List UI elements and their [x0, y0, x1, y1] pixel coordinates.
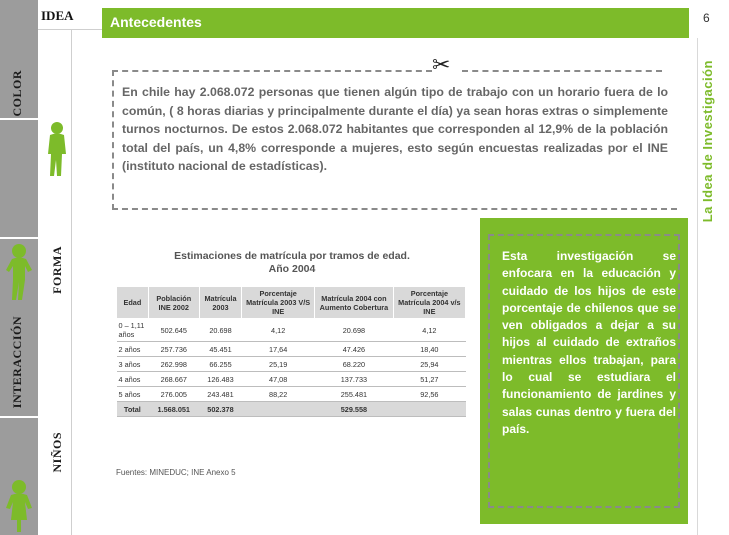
- table-cell: 255.481: [315, 387, 394, 402]
- table-total-cell: 1.568.051: [148, 402, 199, 417]
- child-silhouette-icon: [4, 478, 34, 533]
- highlight-paragraph: Esta investigación se enfocara en la educación y cuidado de los hijos de este porcentaje de chilenos que se ven obligados a dejar a su hijos al cuidado de extraños mientras ellos trabajan, para lo cual se estudiara el funcionamiento de jardines y salas cunas dentro y fuera del país.: [502, 249, 676, 436]
- table-source: Fuentes: MINEDUC; INE Anexo 5: [116, 468, 236, 477]
- intro-box-top-border: [462, 70, 662, 72]
- photo-strip-divider: [0, 118, 38, 120]
- table-title-line2: Año 2004: [268, 263, 316, 275]
- table-cell: 137.733: [315, 372, 394, 387]
- photo-strip-divider: [0, 237, 38, 239]
- table-cell: 3 años: [117, 357, 149, 372]
- table-header-row: [117, 287, 466, 319]
- table-cell: 17,64: [242, 342, 315, 357]
- table-title: [112, 250, 472, 276]
- table-cell: 2 años: [117, 342, 149, 357]
- table-header-cell: Matrícula 2003: [199, 287, 241, 319]
- table-cell: 502.645: [148, 319, 199, 342]
- enrollment-table-figure: [112, 250, 472, 490]
- table-cell: 257.736: [148, 342, 199, 357]
- table-cell: 25,19: [242, 357, 315, 372]
- child-silhouette-icon: [4, 242, 34, 302]
- table-total-cell: [242, 402, 315, 417]
- table-total-cell: Total: [117, 402, 149, 417]
- table-total-cell: 529.558: [315, 402, 394, 417]
- table-header-cell: Porcentaje Matrícula 2003 V/S INE: [242, 287, 315, 319]
- table-total-row: [117, 402, 466, 417]
- table-cell: 262.998: [148, 357, 199, 372]
- page-number: 6: [703, 11, 710, 25]
- table-cell: 20.698: [315, 319, 394, 342]
- table-cell: 4,12: [242, 319, 315, 342]
- table-cell: 18,40: [393, 342, 465, 357]
- enrollment-table: [116, 286, 466, 417]
- nav-interaccion[interactable]: INTERACCIÓN: [10, 316, 24, 409]
- table-cell: 45.451: [199, 342, 241, 357]
- table-header-cell: Matrícula 2004 con Aumento Cobertura: [315, 287, 394, 319]
- table-cell: 47,08: [242, 372, 315, 387]
- table-cell: 243.481: [199, 387, 241, 402]
- table-row: [117, 357, 466, 372]
- table-cell: 4 años: [117, 372, 149, 387]
- child-silhouette-icon: [44, 120, 70, 178]
- table-cell: 126.483: [199, 372, 241, 387]
- table-header-cell: Porcentaje Matrícula 2004 v/s INE: [393, 287, 465, 319]
- table-cell: 66.255: [199, 357, 241, 372]
- table-cell: 20.698: [199, 319, 241, 342]
- table-row: [117, 342, 466, 357]
- nav-forma[interactable]: FORMA: [50, 246, 64, 294]
- table-total-cell: 502.378: [199, 402, 241, 417]
- nav-color[interactable]: COLOR: [10, 70, 24, 117]
- table-cell: 51,27: [393, 372, 465, 387]
- table-cell: 25,94: [393, 357, 465, 372]
- idea-label: IDEA: [41, 8, 74, 23]
- table-cell: 276.005: [148, 387, 199, 402]
- table-total-cell: [393, 402, 465, 417]
- table-cell: 88,22: [242, 387, 315, 402]
- table-row: [117, 319, 466, 342]
- table-cell: 5 años: [117, 387, 149, 402]
- table-title-line1: Estimaciones de matrícula por tramos de edad.: [174, 250, 410, 262]
- table-cell: 68.220: [315, 357, 394, 372]
- section-label: La Idea de Investigación: [700, 60, 715, 223]
- table-header-cell: Edad: [117, 287, 149, 319]
- photo-strip-divider: [0, 416, 38, 418]
- scissors-icon: ✂: [432, 52, 451, 77]
- nav-ninos[interactable]: NIÑOS: [50, 432, 64, 473]
- page-title: Antecedentes: [110, 14, 202, 30]
- table-cell: 268.667: [148, 372, 199, 387]
- table-cell: 92,56: [393, 387, 465, 402]
- table-cell: 47.426: [315, 342, 394, 357]
- table-row: [117, 387, 466, 402]
- intro-box-top-border: [112, 70, 432, 72]
- intro-paragraph: En chile hay 2.068.072 personas que tienen algún tipo de trabajo con un horario fuera de lo común, ( 8 horas diarias y principalmente durante el día) ya sean horas extras o simplemente turnos nocturnos. De estos 2.068.072 habitantes que corresponden al 12,9% de la población total del país, un 4,8% corresponde a mujeres, esto según encuestas realizadas por el INE (instituto nacional de estadísticas).: [122, 85, 668, 173]
- table-header-cell: Población INE 2002: [148, 287, 199, 319]
- table-row: [117, 372, 466, 387]
- table-cell: 4,12: [393, 319, 465, 342]
- table-cell: 0 – 1,11 años: [117, 319, 149, 342]
